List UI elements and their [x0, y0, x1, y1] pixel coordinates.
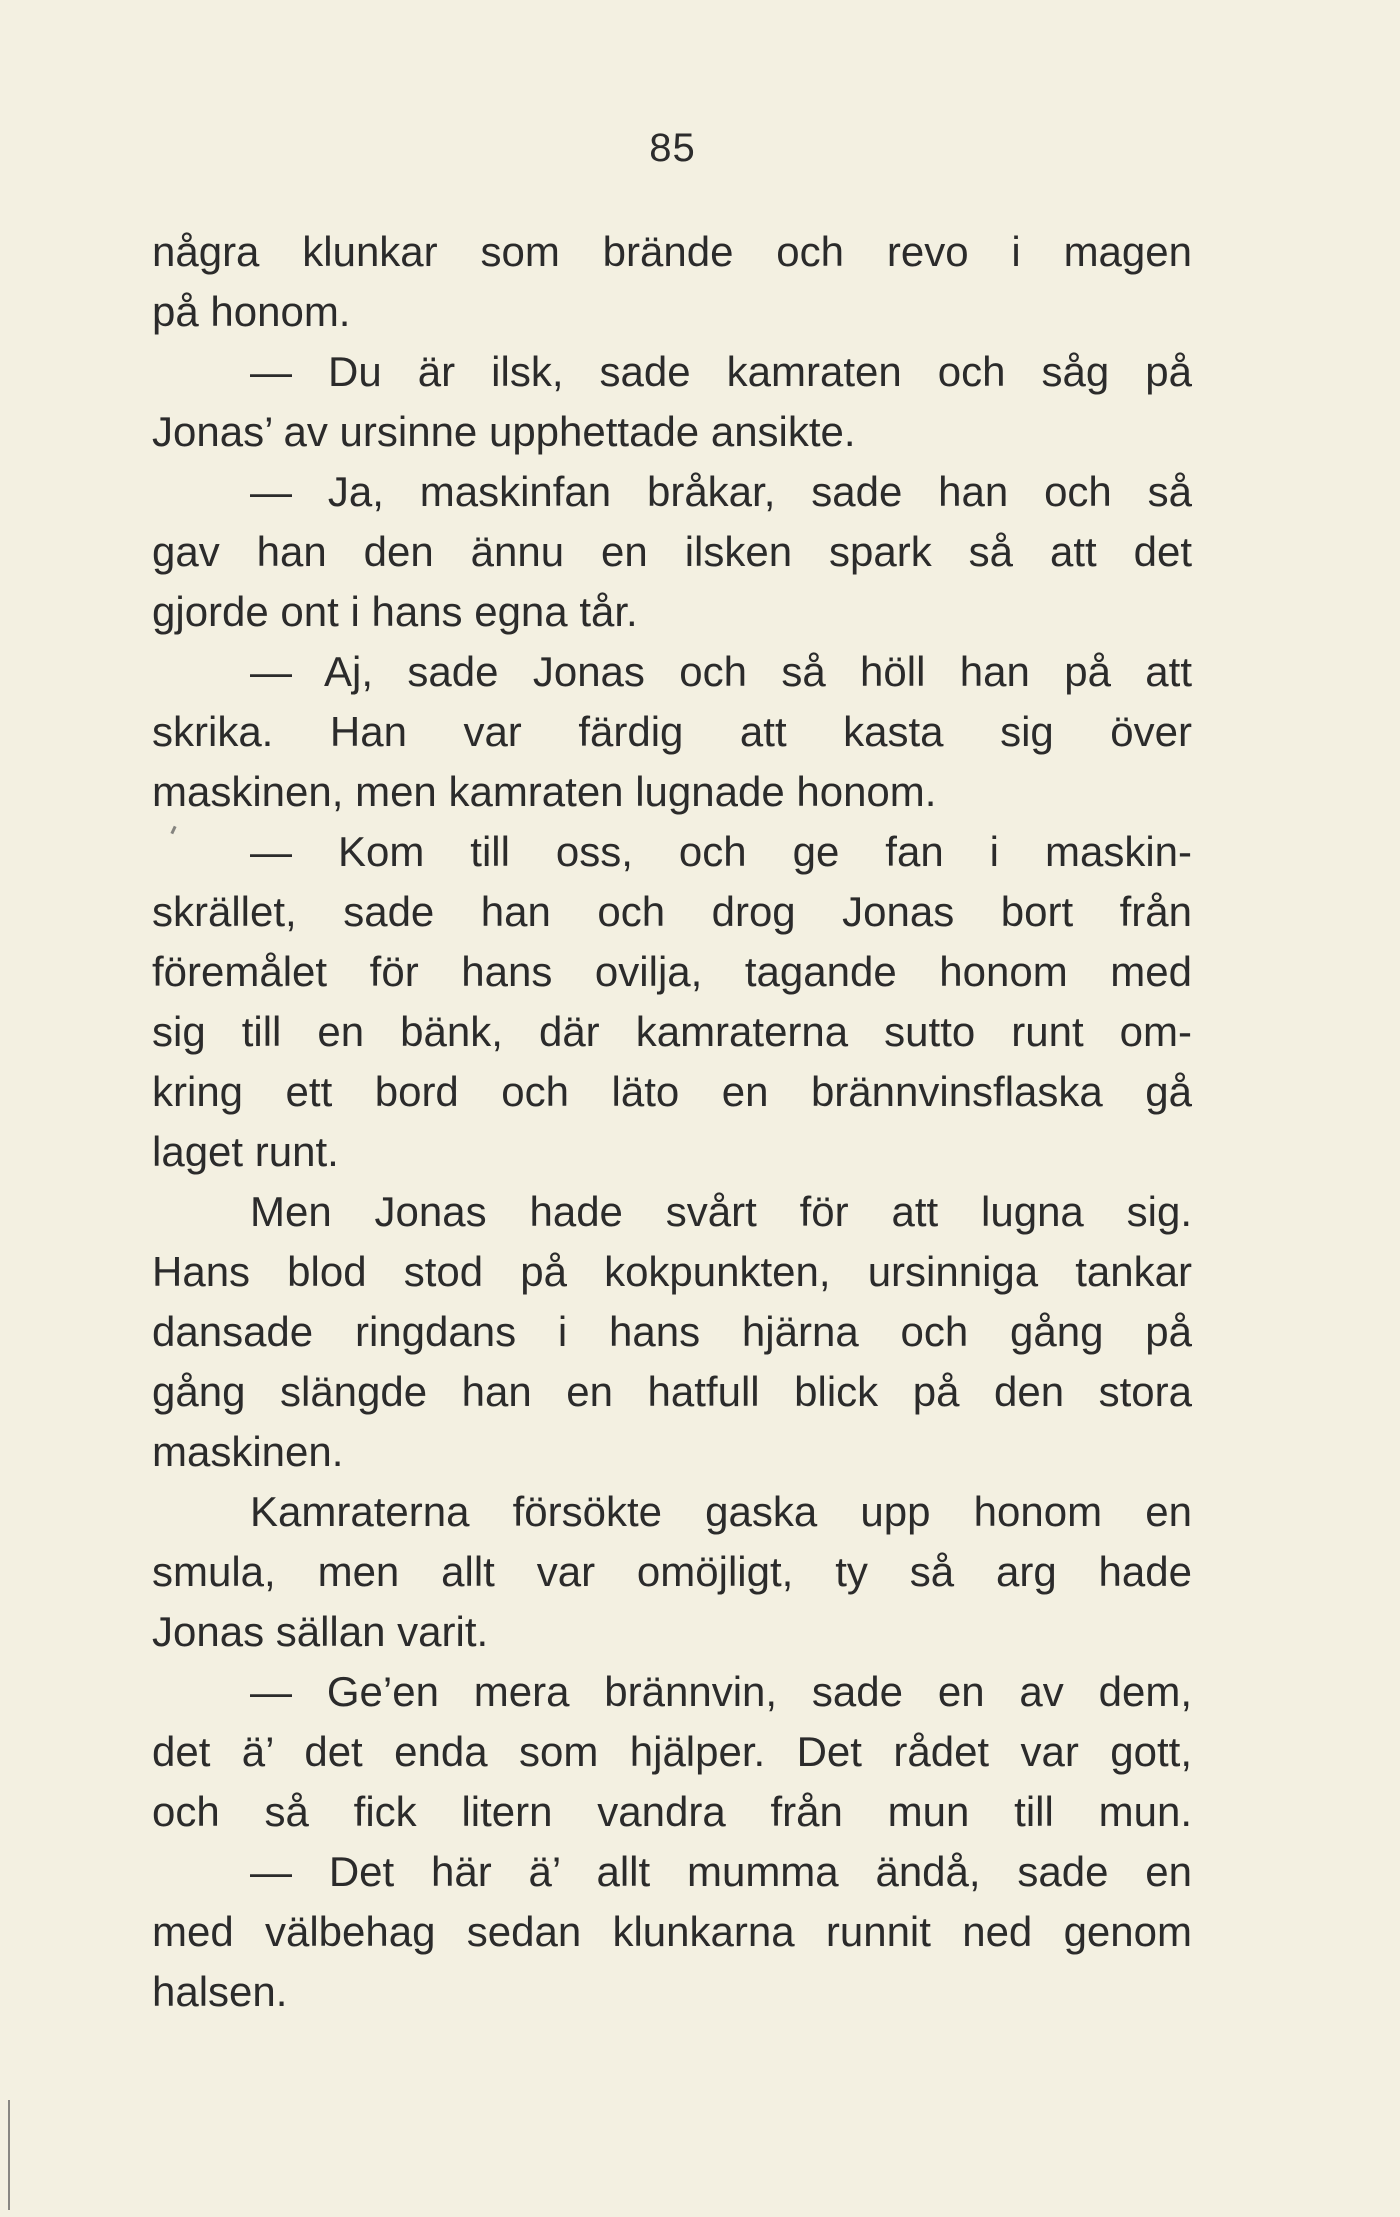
text-line: — Du är ilsk, sade kamraten och såg på	[250, 348, 1192, 395]
text-line: maskinen.	[152, 1428, 344, 1475]
text-line: halsen.	[152, 1968, 288, 2015]
text-line: Men Jonas hade svårt för att lugna sig.	[250, 1188, 1192, 1235]
text-line: laget runt.	[152, 1128, 339, 1175]
text-line: — Det här ä’ allt mumma ändå, sade en	[250, 1848, 1192, 1895]
text-line: Kamraterna försökte gaska upp honom en	[250, 1488, 1192, 1535]
text-line: — Aj, sade Jonas och så höll han på att	[250, 648, 1192, 695]
text-line: några klunkar som brände och revo i magen	[152, 228, 1192, 275]
text-line: på honom.	[152, 288, 351, 335]
text-line: föremålet för hans ovilja, tagande honom med	[152, 948, 1192, 995]
text-line: Jonas sällan varit.	[152, 1608, 489, 1655]
text-line: Jonas’ av ursinne upphettade ansikte.	[152, 408, 856, 455]
text-line: gav han den ännu en ilsken spark så att det	[152, 528, 1192, 575]
text-line: det ä’ det enda som hjälper. Det rådet var gott,	[152, 1728, 1192, 1775]
text-line: gång slängde han en hatfull blick på den stora	[152, 1368, 1192, 1415]
text-line: — Ge’en mera brännvin, sade en av dem,	[250, 1668, 1192, 1715]
text-line: — Ja, maskinfan bråkar, sade han och så	[250, 468, 1192, 515]
text-line: kring ett bord och läto en brännvinsflaska gå	[152, 1068, 1192, 1115]
text-line: dansade ringdans i hans hjärna och gång på	[152, 1308, 1192, 1355]
text-line: sig till en bänk, där kamraterna sutto runt om-	[152, 1008, 1192, 1055]
text-line: maskinen, men kamraten lugnade honom.	[152, 768, 937, 815]
text-line: skrället, sade han och drog Jonas bort från	[152, 888, 1192, 935]
body-text	[152, 222, 1192, 2022]
text-line: gjorde ont i hans egna tår.	[152, 588, 638, 635]
text-line: skrika. Han var färdig att kasta sig över	[152, 708, 1192, 755]
scan-edge-mark	[8, 2100, 10, 2210]
text-line: Hans blod stod på kokpunkten, ursinniga tankar	[152, 1248, 1192, 1295]
text-line: med välbehag sedan klunkarna runnit ned genom	[152, 1908, 1192, 1955]
text-line: — Kom till oss, och ge fan i maskin-	[250, 828, 1192, 875]
page-number: 85	[649, 126, 696, 170]
text-line: och så fick litern vandra från mun till mun.	[152, 1788, 1192, 1835]
text-line: smula, men allt var omöjligt, ty så arg hade	[152, 1548, 1192, 1595]
